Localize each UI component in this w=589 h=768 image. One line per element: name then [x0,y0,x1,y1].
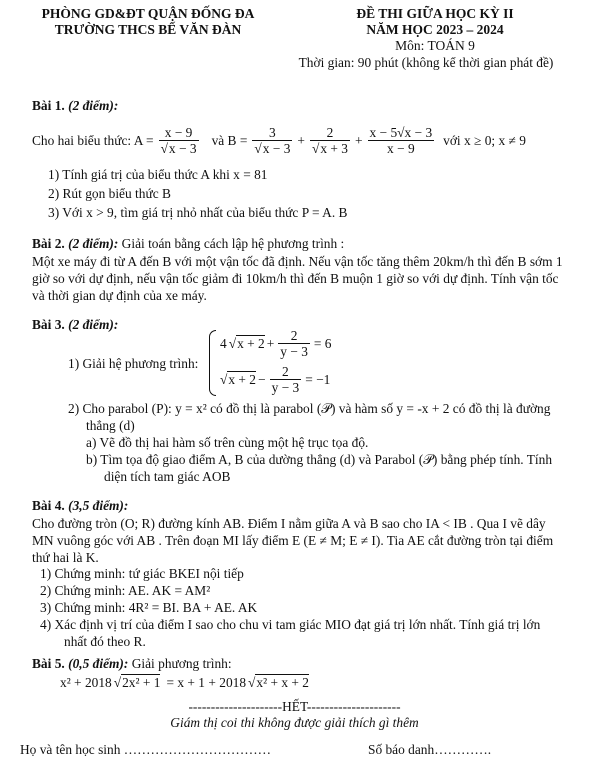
bai4-question-4-line2: nhất đó theo R. [64,634,146,649]
eq2-rhs: = −1 [305,371,331,387]
bai1-intro: Cho hai biểu thức: A = [32,132,154,148]
eq2-fraction: $\frac{2}{y - 3}$ [271,364,300,395]
bai1-question-3: 3) Với x > 9, tìm giá trị nhỏ nhất của biểu thức P = A. B [48,205,348,220]
bai4-question-3: 3) Chứng minh: 4R² = BI. BA + AE. AK [40,600,258,615]
eq-radical-1: √ 2x² + 1 [114,675,161,691]
fraction-b1 [252,125,292,156]
bai5-equation [60,675,309,691]
b2-denominator: √ x + 3 [310,141,350,156]
bai2-heading [32,236,344,252]
eq2-operator: − [258,371,266,387]
bai4-points: (3,5 điểm): [68,498,129,513]
exam-title: ĐỀ THI GIỮA HỌC KỲ II [356,6,514,21]
bai3-title: Bài 3. [32,317,65,332]
bai2-title: Bài 2. [32,236,65,251]
a-numerator: x − 9 [159,125,199,141]
bai5-heading [32,656,232,672]
bai4-body: Cho đường tròn (O; R) đường kính AB. Điểm I nằm giữa A và B sao cho IA < IB . Qua I vẽ dây MN vuông góc với AB . Trên đoạn MI lấy điểm E (E ≠ M; E ≠ I). Tia AE cắt đường tròn tại điểm thứ hai là K. [32,516,554,565]
bai1-heading [32,98,118,114]
department-name: PHÒNG GD&ĐT QUẬN ĐỐNG ĐA [41,6,255,21]
bai4-heading [32,498,128,514]
subject: Môn: TOÁN 9 [395,38,475,53]
fraction-b2 [310,125,350,156]
end-marker: ---------------------HẾT--------------------- [188,699,401,714]
bai2-body: Một xe máy đi từ A đến B với một vận tốc đã định. Nếu vận tốc tăng thêm 20km/h thì đến B sớm 1 giờ so với dự định, nếu vận tốc giảm đi 10km/h thì đến B muộn 1 giờ so với dự định. Tính vận tốc và thời gian dự định của xe máy. [32,254,563,303]
bai1-and-b: và B = [211,132,248,148]
bai5-title: Bài 5. [32,656,65,671]
bai4-question-1: 1) Chứng minh: tứ giác BKEI nội tiếp [40,566,244,581]
system-equation-1 [220,328,332,359]
b3-denominator: x − 9 [387,141,415,156]
bai3-question-2b-line2: diện tích tam giác AOB [104,469,231,484]
eq1-operator: + [266,335,275,351]
bai2-points: (2 điểm): [68,236,119,251]
bai1-expressions: Cho hai biểu thức: A = x − 9 √ x − 3 và B = 3 √ x − 3 + 2 √ x + 3 + $\frac{x - 5√x - 3}{x - 9}$ với x ≥ 0; x ≠ 9 [32,125,526,156]
b1-denominator: √ x − 3 [252,141,292,156]
bai5-heading-text: Giải phương trình: [131,656,232,671]
eq-radical-2: √ x² + x + 2 [248,675,309,691]
eq-left: x² + 2018 [60,675,112,690]
school-year: NĂM HỌC 2023 – 2024 [366,22,504,37]
b2-numerator: 2 [310,125,350,141]
eq1-radical: √ x + 2 [229,336,265,352]
bai3-points: (2 điểm): [68,317,119,332]
duration: Thời gian: 90 phút (không kể thời gian phát đề) [298,55,554,70]
bai5-points: (0,5 điểm): [68,656,129,671]
fraction-b3 [368,125,435,156]
bai3-question-2-line1: 2) Cho parabol (P): y = x² có đồ thị là parabol (𝒫) và hàm số y = -x + 2 có đồ thị là đường [68,401,551,416]
system-equation-2 [220,364,330,395]
bai4-question-2: 2) Chứng minh: AE. AK = AM² [40,583,211,598]
student-name-line: Họ và tên học sinh …………………………… [20,742,272,757]
eq1-coefficient: 4 [220,335,227,351]
eq-middle: = x + 1 + 2018 [166,675,247,690]
school-name: TRƯỜNG THCS BẾ VĂN ĐÀN [54,22,242,37]
b1-numerator: 3 [252,125,292,141]
eq2-radical: √ x + 2 [220,372,256,388]
b3-numerator: x − 5√x − 3 [369,125,433,140]
bai1-condition: với x ≥ 0; x ≠ 9 [443,132,526,148]
bai1-title: Bài 1. [32,98,65,113]
bai1-question-1: 1) Tính giá trị của biểu thức A khi x = 81 [48,167,268,182]
bai4-title: Bài 4. [32,498,65,513]
system-brace [209,330,216,396]
proctor-note: Giám thị coi thi không được giải thích gì thêm [170,715,419,730]
bai4-question-4-line1: 4) Xác định vị trí của điểm I sao cho chu vi tam giác MIO đạt giá trị lớn nhất. Tính giá trị lớn [40,617,541,632]
bai1-question-2: 2) Rút gọn biểu thức B [48,186,171,201]
bai1-points: (2 điểm): [68,98,119,113]
bai3-heading [32,317,118,333]
eq1-fraction: $\frac{2}{y - 3}$ [280,328,308,359]
bai3-question-2b-line1: b) Tìm tọa độ giao điểm A, B của dường thẳng (d) và Parabol (𝒫) bằng phép tính. Tính [86,452,553,467]
bai3-question-1: 1) Giải hệ phương trình: [68,356,199,371]
bai3-question-2-line2: thẳng (d) [86,418,135,433]
a-denominator: √ x − 3 [159,141,199,156]
bai2-heading-text: Giải toán bằng cách lập hệ phương trình : [121,236,345,251]
candidate-number-line: Số báo danh…………. [368,742,492,757]
eq1-rhs: = 6 [313,335,332,351]
fraction-a [159,125,199,156]
bai3-question-2a: a) Vẽ đồ thị hai hàm số trên cùng một hệ trục tọa độ. [86,435,369,450]
